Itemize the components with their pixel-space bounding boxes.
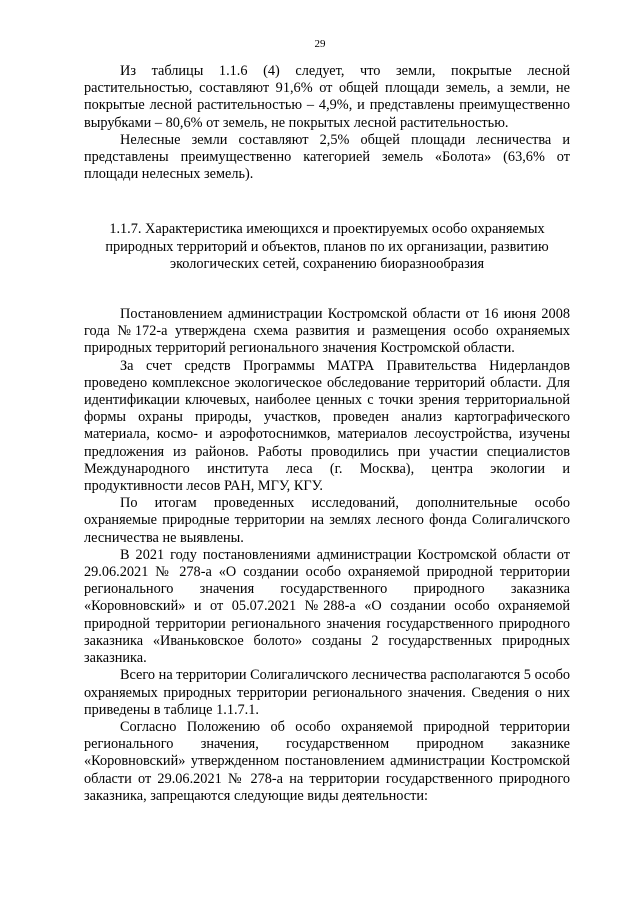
paragraph-research-results: По итогам проведенных исследований, дополнительные особо охраняемые природные территории на землях лесного фонда Солигаличского лесничества не выявлены. [84,495,570,546]
page-number: 29 [314,38,326,50]
paragraph-forest-land-share: Из таблицы 1.1.6 (4) следует, что земли, покрытые лесной растительностью, составляют 91,6% от общей площади земель, а земли, не покрытые лесной растительностью – 4,9%, и представлены преимущественно вырубками – 80,6% от земель, не покрытых лесной растительностью. [84,63,570,131]
paragraph-non-forest-land: Нелесные земли составляют 2,5% общей площади лесничества и представлены преимущественно категорией земель «Болота» (63,6% от площади нелесных земель). [84,131,570,183]
paragraph-matra-program: За счет средств Программы МАТРА Правительства Нидерландов проведено комплексное экологическое обследование территорий области. Для идентификации ключевых, наиболее ценных с точки зрения территориальной формы охраны природы, участков, проведен анализ картографического материала, космо- и аэрофотоснимков, материалов лесоустройства, изучены предложения из районов. Работы проводились при участии специалистов Международного института леса (г. Москва), центра экологии и продуктивности лесов РАН, МГУ, КГУ. [84,357,570,495]
section-heading-1-1-7: 1.1.7. Характеристика имеющихся и проектируемых особо охраняемых природных территорий и объектов, планов по их организации, развитию экологических сетей, сохранению биоразнообразия [105,221,549,272]
document-body [84,63,570,805]
paragraph-total-protected-areas: Всего на территории Солигаличского лесничества располагаются 5 особо охраняемых природных территории регионального значения. Сведения о них приведены в таблице 1.1.7.1. [84,667,570,718]
paragraph-2021-reserves: В 2021 году постановлениями администрации Костромской области от 29.06.2021 № 278-а «О создании особо охраняемой природной территории регионального значения государственного природного заказника «Коровновский» и от 05.07.2021 №288-а «О создании особо охраняемой природной территории регионального значения государственного природного заказника «Иваньковское болото» созданы 2 государственных природных заказника. [84,546,570,667]
paragraph-korovnovsky-regulation: Согласно Положению об особо охраняемой природной территории регионального значения, государственном природном заказнике «Коровновский» утвержденном постановлением администрации Костромской области от 29.06.2021 № 278-а на территории государственного природного заказника, запрещаются следующие виды деятельности: [84,718,570,804]
paragraph-resolution-172a: Постановлением администрации Костромской области от 16 июня 2008 года №172-а утверждена схема развития и размещения особо охраняемых природных территорий регионального значения Костромской области. [84,306,570,357]
